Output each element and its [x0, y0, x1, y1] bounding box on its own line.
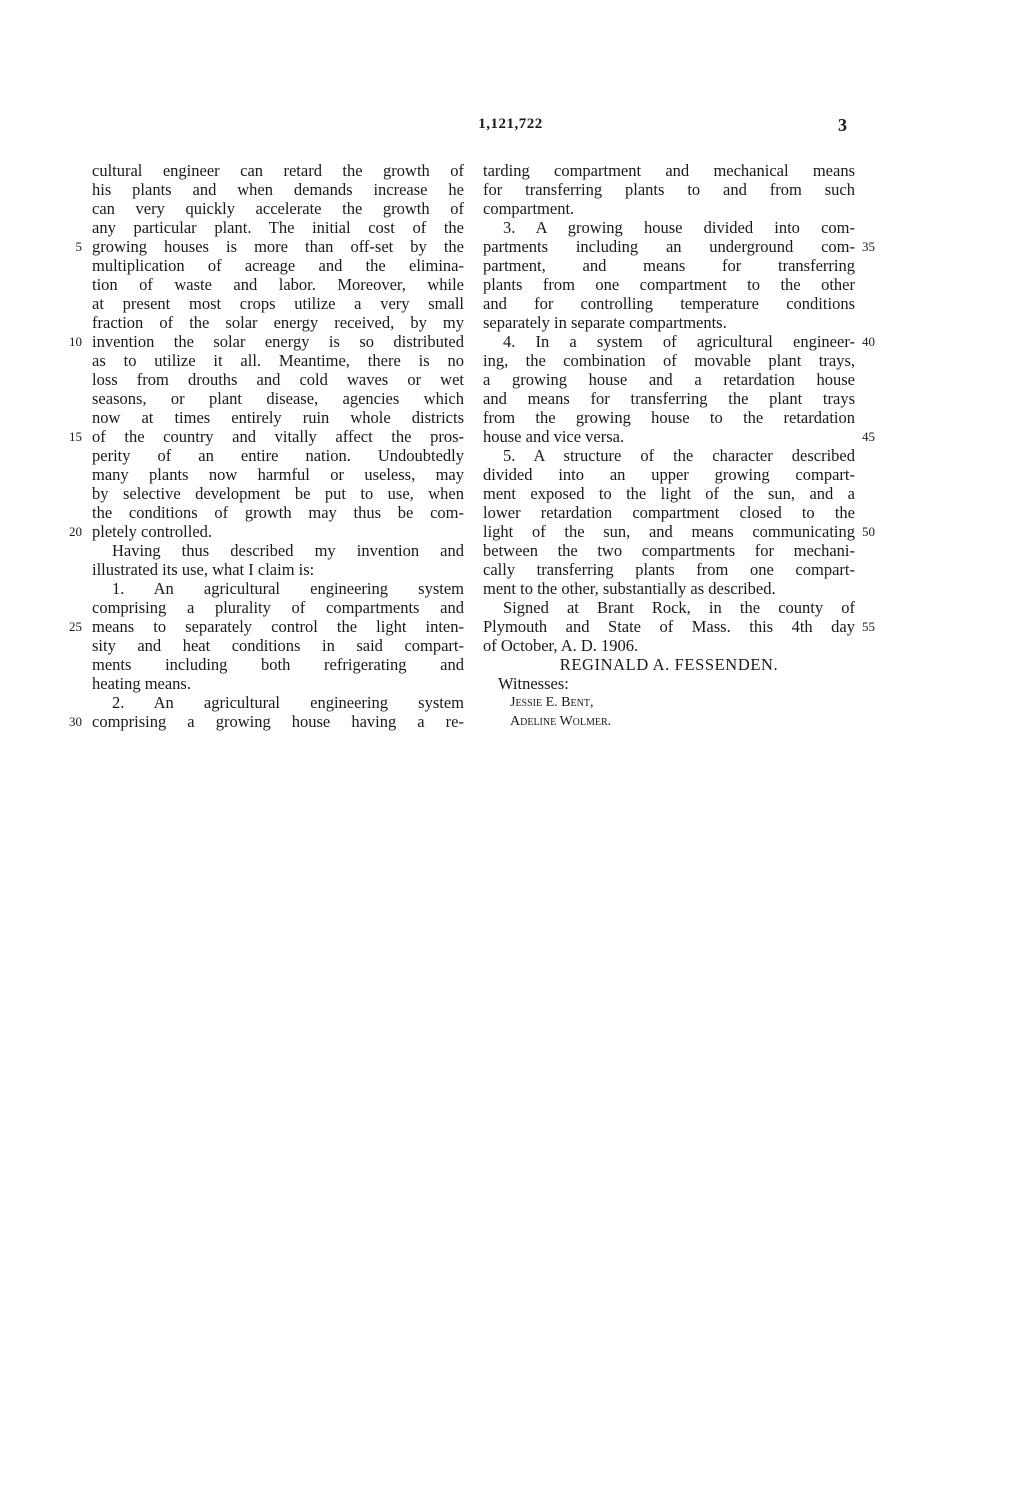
- witnesses-label: Witnesses:: [498, 674, 569, 693]
- text-line: house and vice versa.: [483, 427, 625, 446]
- text-line: seasons, or plant disease, agencies which: [92, 389, 464, 408]
- text-line: partment, and means for transferring: [483, 256, 855, 275]
- text-line: 1. An agricultural engineering system: [112, 579, 464, 598]
- patent-number: 1,121,722: [478, 116, 543, 132]
- right-text-column: [483, 161, 855, 731]
- text-line: 2. An agricultural engineering system: [112, 693, 464, 712]
- text-line: ment to the other, substantially as described.: [483, 579, 776, 598]
- text-line: pletely controlled.: [92, 522, 213, 541]
- text-line: and for controlling temperature conditions: [483, 294, 855, 313]
- text-line: illustrated its use, what I claim is:: [92, 560, 315, 579]
- text-line: compartment.: [483, 199, 575, 218]
- text-line: light of the sun, and means communicating: [483, 522, 855, 541]
- text-line: of the country and vitally affect the pros-: [92, 427, 464, 446]
- line-number: 25: [69, 619, 82, 634]
- line-number: 20: [69, 524, 82, 539]
- page-number: 3: [838, 115, 847, 135]
- text-line: and means for transferring the plant trays: [483, 389, 855, 408]
- text-line: tion of waste and labor. Moreover, while: [92, 275, 464, 294]
- text-line: plants from one compartment to the other: [483, 275, 855, 294]
- text-line: any particular plant. The initial cost of the: [92, 218, 464, 237]
- inventor-signature: REGINALD A. FESSENDEN.: [559, 655, 779, 674]
- line-number: 50: [862, 524, 875, 539]
- line-number: 10: [69, 334, 82, 349]
- text-line: Plymouth and State of Mass. this 4th day: [483, 617, 855, 636]
- text-line: at present most crops utilize a very small: [92, 294, 464, 313]
- text-line: perity of an entire nation. Undoubtedly: [92, 446, 464, 465]
- text-line: partments including an underground com-: [483, 237, 855, 256]
- text-line: separately in separate compartments.: [483, 313, 727, 332]
- text-line: divided into an upper growing compart-: [483, 465, 855, 484]
- text-line: his plants and when demands increase he: [92, 180, 464, 199]
- line-number: 5: [75, 239, 82, 254]
- text-line: can very quickly accelerate the growth of: [92, 199, 464, 218]
- text-line: means to separately control the light inten-: [92, 617, 464, 636]
- text-line: from the growing house to the retardation: [483, 408, 855, 427]
- line-number: 45: [862, 429, 875, 444]
- witness-name: Jessie E. Bent,: [510, 695, 594, 710]
- text-line: ment exposed to the light of the sun, and a: [483, 484, 855, 503]
- text-line: comprising a growing house having a re-: [92, 712, 464, 731]
- text-line: loss from drouths and cold waves or wet: [92, 370, 464, 389]
- line-number: 30: [69, 714, 82, 729]
- line-number: 55: [862, 619, 875, 634]
- text-line: Having thus described my invention and: [112, 541, 464, 560]
- line-number: 15: [69, 429, 82, 444]
- text-line: cally transferring plants from one compart-: [483, 560, 855, 579]
- text-line: 5. A structure of the character described: [503, 446, 855, 465]
- text-line: by selective development be put to use, when: [92, 484, 464, 503]
- text-line: ments including both refrigerating and: [92, 655, 464, 674]
- witness-name: Adeline Wolmer.: [510, 714, 612, 729]
- text-line: as to utilize it all. Meantime, there is no: [92, 351, 464, 370]
- text-line: growing houses is more than off-set by the: [92, 237, 464, 256]
- text-line: Signed at Brant Rock, in the county of: [503, 598, 855, 617]
- text-line: between the two compartments for mechani-: [483, 541, 855, 560]
- text-line: multiplication of acreage and the elimina-: [92, 256, 464, 275]
- text-line: lower retardation compartment closed to the: [483, 503, 855, 522]
- text-line: sity and heat conditions in said compart-: [92, 636, 464, 655]
- text-line: 4. In a system of agricultural engineer-: [503, 332, 855, 351]
- text-line: for transferring plants to and from such: [483, 180, 855, 199]
- text-line: invention the solar energy is so distributed: [92, 332, 464, 351]
- line-number: 35: [862, 239, 875, 254]
- text-line: a growing house and a retardation house: [483, 370, 855, 389]
- text-line: fraction of the solar energy received, by my: [92, 313, 464, 332]
- text-line: the conditions of growth may thus be com-: [92, 503, 464, 522]
- text-line: cultural engineer can retard the growth of: [92, 161, 464, 180]
- text-line: of October, A. D. 1906.: [483, 636, 639, 655]
- text-line: many plants now harmful or useless, may: [92, 465, 464, 484]
- text-line: 3. A growing house divided into com-: [503, 218, 855, 237]
- text-line: heating means.: [92, 674, 191, 693]
- text-line: ing, the combination of movable plant trays,: [483, 351, 855, 370]
- line-number: 40: [862, 334, 875, 349]
- text-line: tarding compartment and mechanical means: [483, 161, 855, 180]
- left-text-column: [92, 161, 464, 731]
- text-line: comprising a plurality of compartments and: [92, 598, 464, 617]
- text-line: now at times entirely ruin whole districts: [92, 408, 464, 427]
